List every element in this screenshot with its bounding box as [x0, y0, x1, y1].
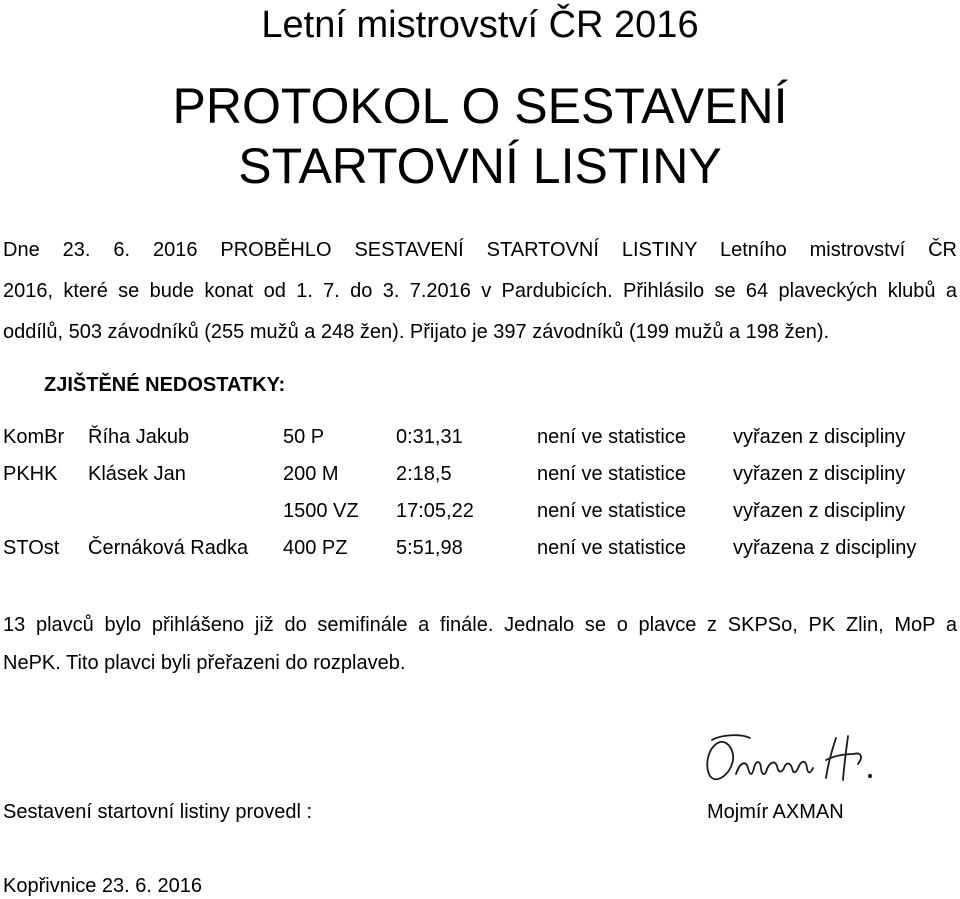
- deficiency-event: 50 P: [283, 426, 325, 448]
- main-title: [0, 76, 960, 196]
- deficiency-time: 5:51,98: [396, 537, 463, 559]
- deficiency-event: 400 PZ: [283, 537, 348, 559]
- deficiency-result: vyřazen z discipliny: [733, 500, 906, 522]
- deficiency-club: PKHK: [3, 463, 58, 485]
- handwritten-signature: [698, 724, 888, 794]
- deficiency-swimmer: Černáková Radka: [88, 537, 249, 559]
- deficiency-time: 0:31,31: [396, 426, 463, 448]
- outro-paragraph: [3, 606, 957, 682]
- event-title: Letní mistrovství ČR 2016: [261, 4, 699, 46]
- intro-line: Dne 23. 6. 2016 PROBĚHLO SESTAVENÍ STARTOVNÍ LISTINY Letního mistrovství ČR: [3, 239, 957, 261]
- place-and-date: Kopřivnice 23. 6. 2016: [3, 875, 203, 897]
- prepared-by-label: Sestavení startovní listiny provedl :: [3, 801, 313, 823]
- deficiency-note: není ve statistice: [537, 463, 686, 485]
- deficiency-result: vyřazen z discipliny: [733, 463, 906, 485]
- outro-line: NePK. Tito plavci byli přeřazeni do rozplaveb.: [3, 652, 406, 674]
- outro-line: 13 plavců bylo přihlášeno již do semifinále a finále. Jednalo se o plavce z SKPSo, PK Zlin, MoP a: [3, 614, 957, 636]
- deficiencies-heading: ZJIŠTĚNÉ NEDOSTATKY:: [44, 374, 286, 396]
- prepared-by-name: Mojmír AXMAN: [707, 801, 844, 823]
- deficiency-club: STOst: [3, 537, 60, 559]
- deficiency-swimmer: Klásek Jan: [88, 463, 186, 485]
- main-title-line-1: PROTOKOL O SESTAVENÍ: [172, 78, 788, 134]
- deficiency-row: [0, 461, 960, 487]
- deficiency-swimmer: Říha Jakub: [88, 426, 190, 448]
- deficiency-note: není ve statistice: [537, 500, 686, 522]
- deficiency-time: 17:05,22: [396, 500, 474, 522]
- deficiency-club: KomBr: [3, 426, 65, 448]
- deficiency-row: [0, 535, 960, 561]
- intro-paragraph: [3, 230, 957, 353]
- deficiency-event: 1500 VZ: [283, 500, 359, 522]
- deficiency-note: není ve statistice: [537, 426, 686, 448]
- deficiency-result: vyřazena z discipliny: [733, 537, 917, 559]
- deficiency-row: [0, 498, 960, 524]
- deficiency-event: 200 M: [283, 463, 339, 485]
- deficiency-time: 2:18,5: [396, 463, 452, 485]
- intro-line: oddílů, 503 závodníků (255 mužů a 248 žen). Přijato je 397 závodníků (199 mužů a 198 žen).: [3, 321, 830, 343]
- deficiency-result: vyřazen z discipliny: [733, 426, 906, 448]
- main-title-line-2: STARTOVNÍ LISTINY: [238, 138, 722, 194]
- deficiency-note: není ve statistice: [537, 537, 686, 559]
- intro-line: 2016, které se bude konat od 1. 7. do 3. 7.2016 v Pardubicích. Přihlásilo se 64 plaveckých klubů a: [3, 280, 957, 302]
- deficiency-row: [0, 424, 960, 450]
